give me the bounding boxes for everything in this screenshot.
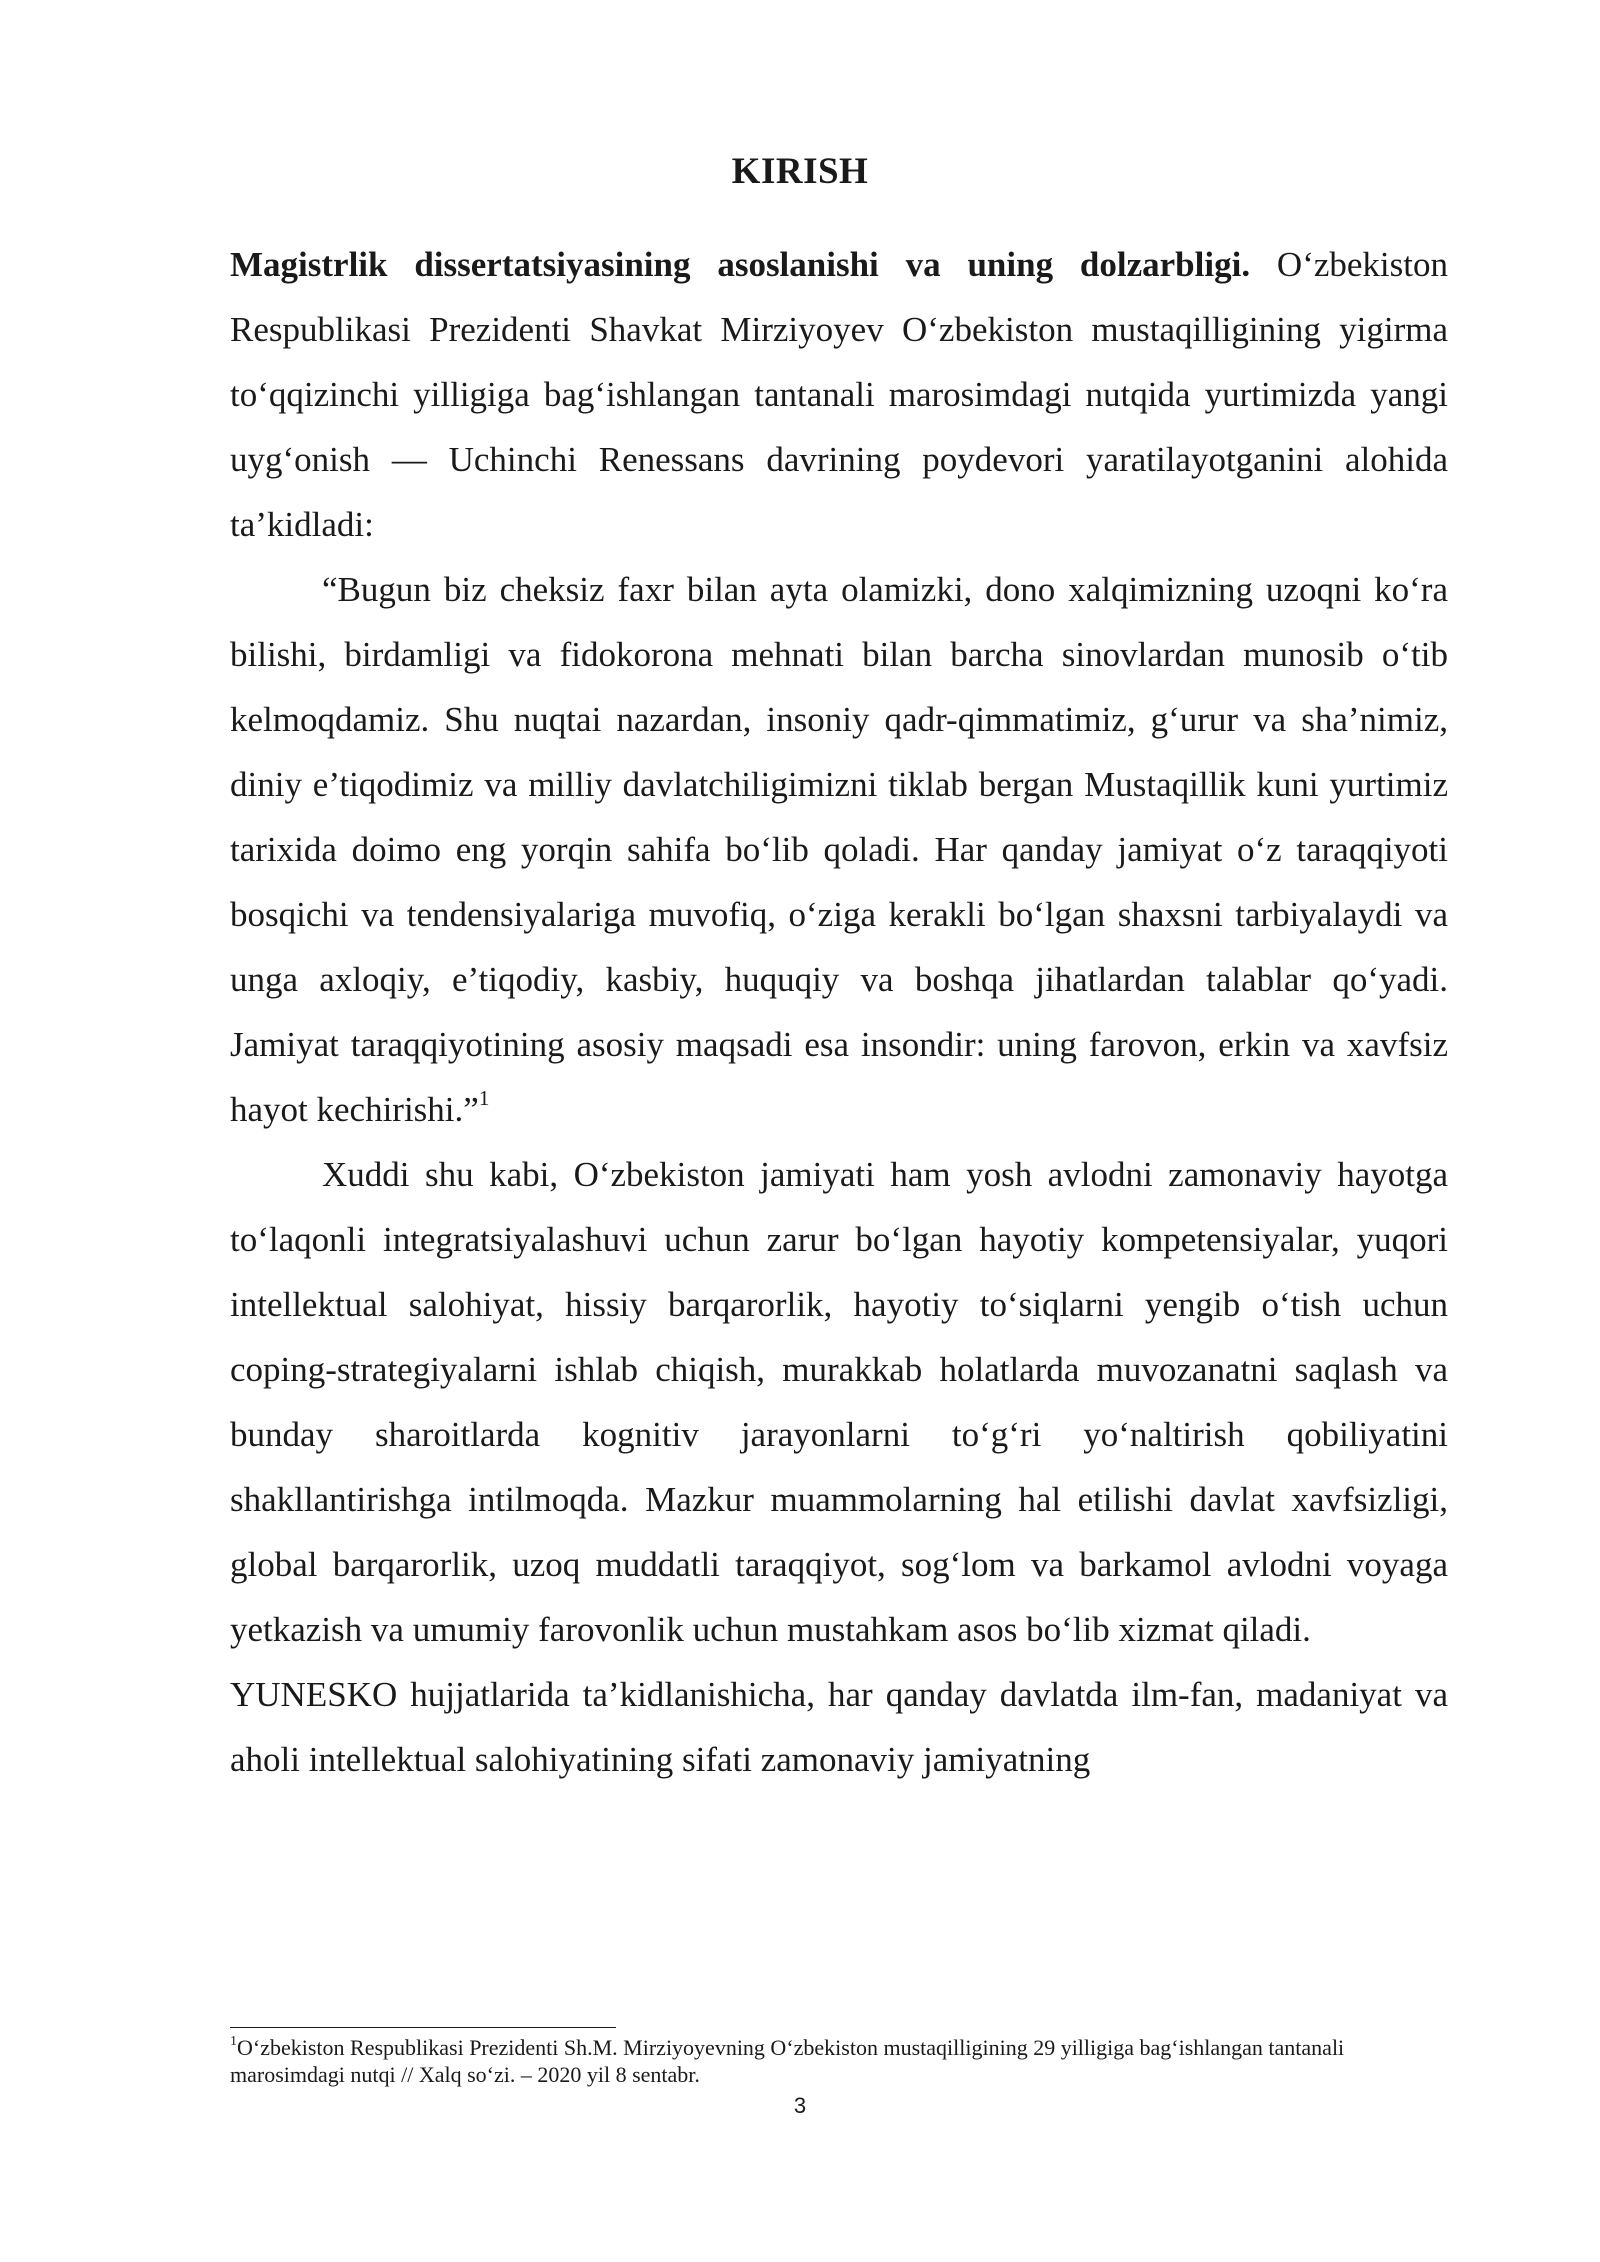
paragraph-quote: [230, 557, 1448, 1142]
paragraph-lead-bold: Magistrlik dissertatsiyasining asoslanishi va uning dolzarbligi.: [230, 245, 1251, 284]
paragraph-third: Xuddi shu kabi, O‘zbekiston jamiyati ham yosh avlodni zamonaviy hayotga to‘laqonli integratsiyalashuvi uchun zarur bo‘lgan hayotiy kompetensiyalar, yuqori intellektual salohiyat, hissiy barqarorlik, hayotiy to‘siqlarni yengib o‘tish uchun coping-strategiyalarni ishlab chiqish, murakkab holatlarda muvozanatni saqlash va bunday sharoitlarda kognitiv jarayonlarni to‘g‘ri yo‘naltirish qobiliyatini shakllantirishga intilmoqda. Mazkur muammolarning hal etilishi davlat xavfsizligi, global barqarorlik, uzoq muddatli taraqqiyot, sog‘lom va barkamol avlodni voyaga yetkazish va umumiy farovonlik uchun mustahkam asos bo‘lib xizmat qiladi.: [230, 1155, 1448, 1649]
paragraph-fourth: YUNESKO hujjatlarida ta’kidlanishicha, har qanday davlatda ilm-fan, madaniyat va aholi intellektual salohiyatining sifati zamonaviy jamiyatning: [230, 1675, 1448, 1779]
body-text: [230, 232, 1448, 1792]
footnote-text: O‘zbekiston Respublikasi Prezidenti Sh.M. Mirziyoyevning O‘zbekiston mustaqilligining 29 yilligiga bag‘ishlangan tantanali marosimdagi nutqi // Xalq so‘zi. – 2020 yil 8 sentabr.: [230, 2035, 1345, 2087]
paragraph-intro-text: O‘zbekiston Respublikasi Prezidenti Shavkat Mirziyoyev O‘zbekiston mustaqilligining yigirma to‘qqizinchi yilligiga bag‘ishlangan tantanali marosimdagi nutqida yurtimizda yangi uyg‘onish — Uchinchi Renessans davrining poydevori yaratilayotganini alohida ta’kidladi:: [230, 245, 1448, 544]
section-heading: KIRISH: [731, 151, 869, 192]
page-number: 3: [793, 2093, 807, 2118]
footnote-reference[interactable]: 1: [478, 1086, 490, 1111]
footnote: [230, 2034, 1410, 2088]
quote-text: “Bugun biz cheksiz faxr bilan ayta olamizki, dono xalqimizning uzoqni ko‘ra bilishi, birdamligi va fidokorona mehnati bilan barcha sinovlardan munosib o‘tib kelmoqdamiz. Shu nuqtai nazardan, insoniy qadr-qimmatimiz, g‘urur va sha’nimiz, diniy e’tiqodimiz va milliy davlatchiligimizni tiklab bergan Mustaqillik kuni yurtimiz tarixida doimo eng yorqin sahifa bo‘lib qoladi. Har qanday jamiyat o‘z taraqqiyoti bosqichi va tendensiyalariga muvofiq, o‘ziga kerakli bo‘lgan shaxsni tarbiyalaydi va unga axloqiy, e’tiqodiy, kasbiy, huquqiy va boshqa jihatlardan talablar qo‘yadi. Jamiyat taraqqiyotining asosiy maqsadi esa insondir: uning farovon, erkin va xavfsiz hayot kechirishi.”: [230, 570, 1448, 1129]
footnote-separator: [230, 2027, 616, 2028]
paragraph-intro: [230, 232, 1448, 557]
footnote-marker: 1: [230, 2033, 237, 2049]
